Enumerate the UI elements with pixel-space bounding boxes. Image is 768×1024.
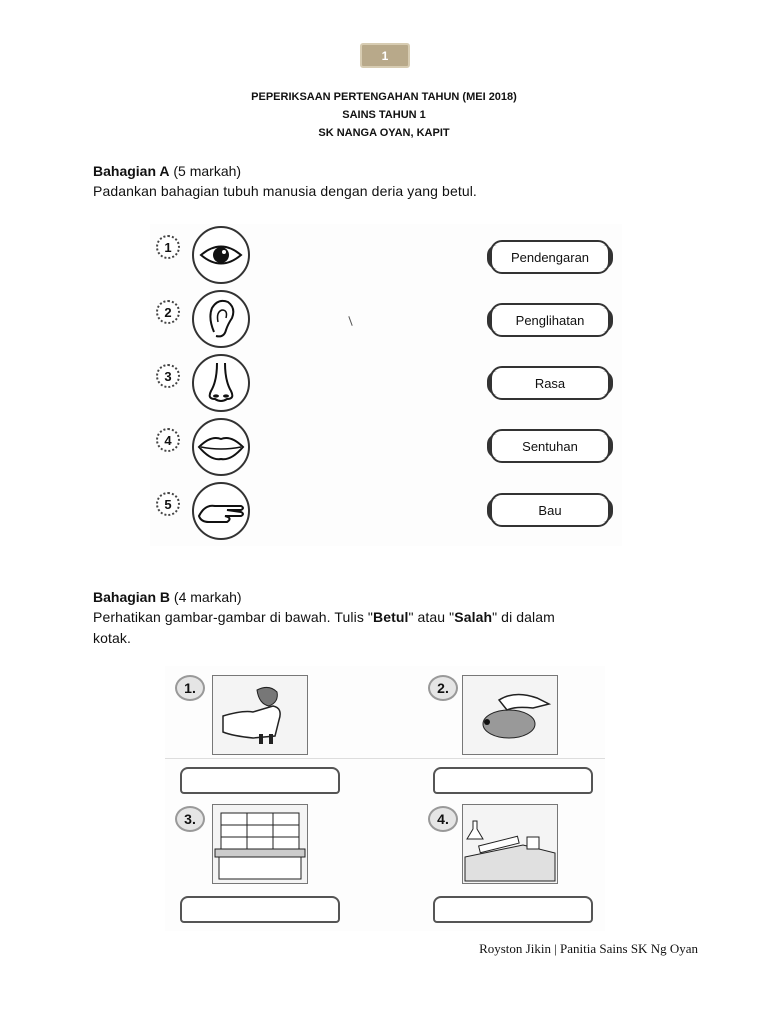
- section-a-marks: (5 markah): [173, 163, 242, 179]
- answer-box-2[interactable]: [433, 767, 593, 794]
- item-number-1: 1: [156, 235, 180, 259]
- ear-icon: [192, 290, 250, 348]
- lab-bench-icon: [462, 804, 558, 884]
- picture-number-4: 4.: [428, 806, 458, 832]
- section-b-instruction-line2: kotak.: [93, 630, 131, 646]
- answer-box-3[interactable]: [180, 896, 340, 923]
- picture-number-1: 1.: [175, 675, 205, 701]
- sense-box-4: Sentuhan: [490, 429, 610, 463]
- footer-text: Royston Jikin | Panitia Sains SK Ng Oyan: [479, 941, 698, 956]
- instruction-text-3: " di dalam: [492, 609, 555, 625]
- item-number-2: 2: [156, 300, 180, 324]
- section-a-title: Bahagian A: [93, 163, 170, 179]
- glove-hand-icon: [212, 675, 308, 755]
- word-betul: Betul: [372, 609, 409, 625]
- sense-box-2: Penglihatan: [490, 303, 610, 337]
- hand-icon: [192, 482, 250, 540]
- item-number-3: 3: [156, 364, 180, 388]
- chemical-cabinet-icon: [212, 804, 308, 884]
- answer-box-4[interactable]: [433, 896, 593, 923]
- section-a-instruction: Padankan bahagian tubuh manusia dengan deria yang betul.: [93, 183, 477, 199]
- sense-box-1: Pendengaran: [490, 240, 610, 274]
- school-name: SK NANGA OYAN, KAPIT: [318, 127, 450, 139]
- page-number-badge: 1: [360, 43, 410, 68]
- instruction-text-1: Perhatikan gambar-gambar di bawah. Tulis ": [93, 609, 373, 625]
- section-a-heading: [93, 163, 241, 179]
- picture-number-2: 2.: [428, 675, 458, 701]
- picture-number-3: 3.: [175, 806, 205, 832]
- section-b-heading: [93, 589, 242, 605]
- sense-box-3: Rasa: [490, 366, 610, 400]
- subject-title: SAINS TAHUN 1: [342, 109, 426, 121]
- exam-title: PEPERIKSAAN PERTENGAHAN TAHUN (MEI 2018): [251, 91, 517, 103]
- answer-box-1[interactable]: [180, 767, 340, 794]
- word-salah: Salah: [454, 609, 493, 625]
- sense-box-5: Bau: [490, 493, 610, 527]
- item-number-4: 4: [156, 428, 180, 452]
- faint-divider: [165, 758, 605, 759]
- nose-icon: [192, 354, 250, 412]
- section-b-instruction: [93, 609, 555, 625]
- instruction-text-2: " atau ": [408, 609, 455, 625]
- mouth-icon: [192, 418, 250, 476]
- stray-mark: [348, 316, 352, 326]
- section-b-marks: (4 markah): [173, 589, 242, 605]
- hand-stroking-animal-icon: [462, 675, 558, 755]
- item-number-5: 5: [156, 492, 180, 516]
- section-b-title: Bahagian B: [93, 589, 171, 605]
- eye-icon: [192, 226, 250, 284]
